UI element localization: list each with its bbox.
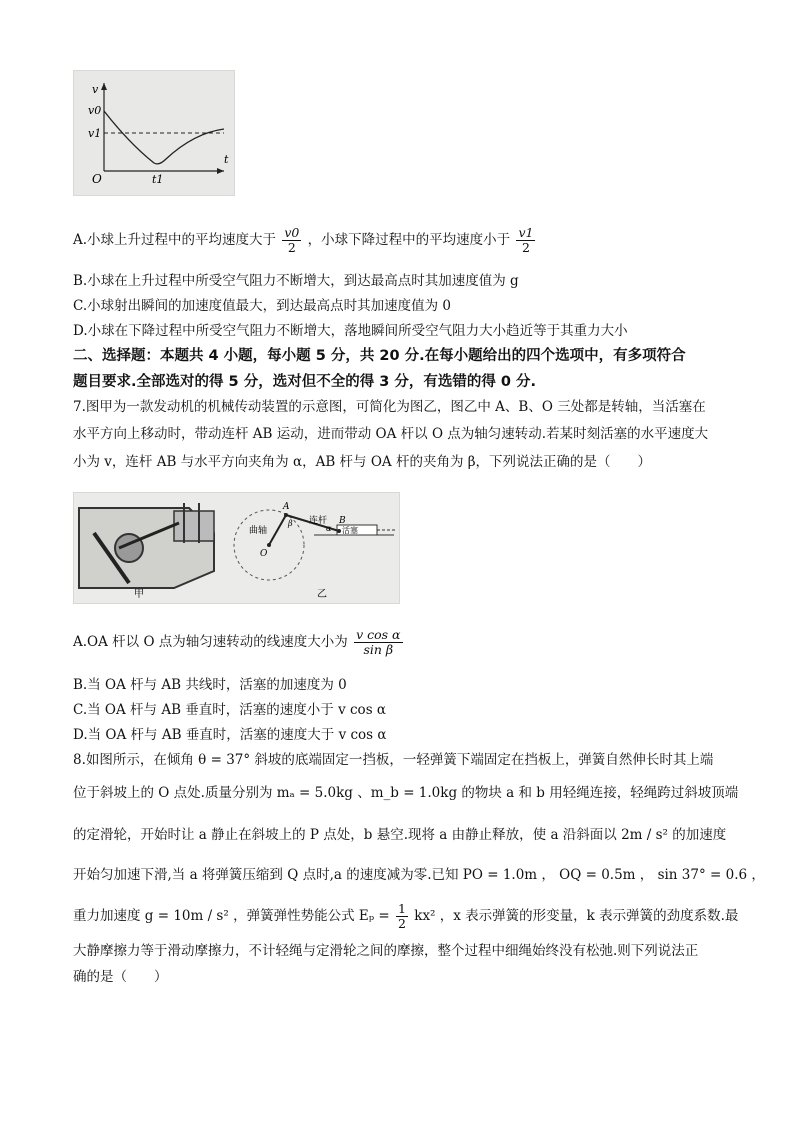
q8-stem-line3: 的定滑轮，开始时让 a 静止在斜坡上的 P 点处，b 悬空.现将 a 由静止释放，使 a 沿斜面以 2m / s² 的加速度 <box>73 827 727 843</box>
fraction-vcos-over-sin: $\frac{\text{v cos α}}{\text{sin β}}$ <box>356 627 401 657</box>
q7-option-a: A.OA 杆以 O 点为轴匀速转动的线速度大小为 $\frac{\text{v cos α}}{\text{sin β}}$ <box>73 627 401 657</box>
q8-stem-line5: 重力加速度 g = 10m / s² ，弹簧弹性势能公式 Eₚ = $\frac{1}{2}$ kx² ，x 表示弹簧的形变量，k 表示弹簧的劲度系数.最 <box>73 901 739 931</box>
fig-label-o: O <box>260 549 268 559</box>
q7-stem-line1: 7.图甲为一款发动机的机械传动装置的示意图，可简化为图乙，图乙中 A、B、O 三处都是转轴，当活塞在 <box>73 399 706 415</box>
q7-option-c: C.当 OA 杆与 AB 垂直时，活塞的速度小于 v cos α <box>73 702 387 718</box>
v1-label: v1 <box>88 127 102 140</box>
fig-label-yi: 乙 <box>317 589 327 600</box>
fraction-v0-over-2: $\frac{v0}{2}$ <box>284 225 300 255</box>
q6-option-a: A.小球上升过程中的平均速度大于 $\frac{v0}{2}$ ，小球下降过程中的平均速度小于 $\frac{v1}{2}$ <box>73 225 534 255</box>
t-axis-label: t <box>224 153 229 166</box>
v0-label: v0 <box>88 104 102 117</box>
q7-stem-line2: 水平方向上移动时，带动连杆 AB 运动，进而带动 OA 杆以 O 点为轴匀速转动.若某时刻活塞的水平速度大 <box>73 426 709 442</box>
vt-graph <box>74 71 234 195</box>
q8-stem-line7: 确的是（ ） <box>73 969 168 985</box>
q8-stem-line1: 8.如图所示，在倾角 θ = 37° 斜坡的底端固定一挡板，一轻弹簧下端固定在挡板上，弹簧自然伸长时其上端 <box>73 752 714 768</box>
fraction-one-half: $\frac{1}{2}$ <box>398 901 406 931</box>
t1-label: t1 <box>152 173 164 186</box>
q8-stem-line6: 大静摩擦力等于滑动摩擦力，不计轻绳与定滑轮之间的摩擦，整个过程中细绳始终没有松弛.则下列说法正 <box>73 943 699 959</box>
engine-figure <box>73 492 400 604</box>
section2-heading-line2: 题目要求.全部选对的得 5 分，选对但不全的得 3 分，有选错的得 0 分. <box>73 374 537 390</box>
engine-diagram <box>74 493 399 603</box>
fraction-v1-over-2: $\frac{v1}{2}$ <box>518 225 534 255</box>
fig-label-rod: 连杆 <box>309 516 328 526</box>
fig-label-crank: 曲轴 <box>249 526 268 536</box>
fig-label-a: A <box>283 502 290 512</box>
q6-option-d: D.小球在下降过程中所受空气阻力不断增大，落地瞬间所受空气阻力大小趋近等于其重力大小 <box>73 323 628 339</box>
q8-stem-line2: 位于斜坡上的 O 点处.质量分别为 mₐ = 5.0kg 、m_b = 1.0kg 的物块 a 和 b 用轻绳连接，轻绳跨过斜坡顶端 <box>73 785 739 801</box>
section2-heading-line1: 二、选择题：本题共 4 小题，每小题 5 分，共 20 分.在每小题给出的四个选项中，有多项符合 <box>73 348 686 364</box>
q8-stem-line4: 开始匀加速下滑,当 a 将弹簧压缩到 Q 点时,a 的速度减为零.已知 PO = 1.0m ， OQ = 0.5m ， sin 37° = 0.6 ， <box>73 867 765 883</box>
fig-label-b: B <box>339 516 346 526</box>
vt-graph-figure <box>73 70 235 196</box>
q6-option-b: B.小球在上升过程中所受空气阻力不断增大，到达最高点时其加速度值为 g <box>73 273 519 289</box>
q7-option-d: D.当 OA 杆与 AB 垂直时，活塞的速度大于 v cos α <box>73 727 387 743</box>
fig-label-jia: 甲 <box>134 589 144 600</box>
origin-label: O <box>92 172 102 186</box>
fig-label-piston: 活塞 <box>342 526 358 535</box>
v-axis-label: v <box>92 83 99 96</box>
fig-label-alpha: α <box>326 524 332 533</box>
q7-stem-line3: 小为 v，连杆 AB 与水平方向夹角为 α，AB 杆与 OA 杆的夹角为 β，下列说法正确的是（ ） <box>73 454 652 470</box>
q7-option-b: B.当 OA 杆与 AB 共线时，活塞的加速度为 0 <box>73 677 347 693</box>
fig-label-beta: β <box>288 519 293 528</box>
q6-option-c: C.小球射出瞬间的加速度值最大，到达最高点时其加速度值为 0 <box>73 298 452 314</box>
